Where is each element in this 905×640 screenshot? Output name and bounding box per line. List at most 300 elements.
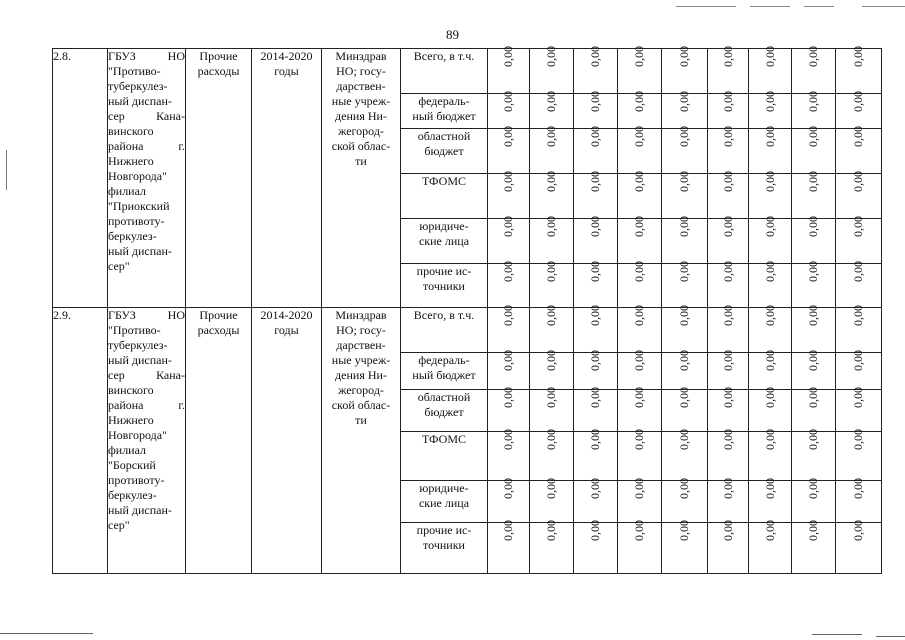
institution-name-line: "Противо-	[108, 323, 161, 337]
amount-cell	[530, 171, 574, 219]
amount-cell	[792, 478, 836, 523]
amount-cell	[488, 126, 530, 174]
amount-value: 0,00	[806, 216, 820, 237]
amount-value: 0,00	[762, 216, 777, 237]
funding-source-line: Всего, в т.ч.	[413, 308, 475, 322]
funding-source	[401, 308, 488, 353]
amount-cell	[618, 126, 662, 174]
amount-cell	[749, 429, 792, 481]
amount-cell	[618, 387, 662, 432]
amount-value: 0,00	[501, 171, 515, 192]
amount-value: 0,00	[588, 478, 602, 499]
funding-source-line: областной	[417, 129, 471, 143]
amount-value: 0,00	[544, 261, 558, 282]
amount-cell	[836, 350, 882, 390]
amount-value: 0,00	[851, 350, 865, 371]
amount-value: 0,00	[806, 261, 820, 282]
amount-cell	[530, 478, 574, 523]
row-number: 2.9.	[53, 308, 108, 574]
institution-name-line: туберкулез-	[108, 338, 168, 352]
amount-cell	[662, 520, 708, 574]
expense-type-line: Прочие	[199, 308, 238, 322]
amount-value: 0,00	[720, 216, 735, 237]
funding-source-line: ный бюджет	[412, 109, 476, 123]
amount-value: 0,00	[501, 305, 515, 326]
table-row	[53, 49, 882, 94]
institution-name-line: ный диспан-	[108, 244, 172, 258]
amount-value: 0,00	[720, 46, 735, 67]
amount-cell	[662, 478, 708, 523]
executor-line: дения Ни-	[335, 109, 387, 123]
amount-cell	[662, 305, 708, 353]
amount-cell	[708, 387, 749, 432]
expense-type	[186, 308, 252, 574]
funding-source-line: прочие ис-	[416, 523, 472, 537]
amount-cell	[836, 216, 882, 264]
amount-cell	[662, 171, 708, 219]
amount-cell	[530, 126, 574, 174]
amount-cell	[708, 126, 749, 174]
amount-cell	[574, 46, 618, 94]
amount-value: 0,00	[632, 91, 646, 112]
institution-name-line: противоту-	[108, 473, 165, 487]
amount-value: 0,00	[588, 171, 602, 192]
expense-type-line: расходы	[197, 64, 240, 78]
period-line: годы	[274, 64, 299, 78]
amount-cell	[530, 429, 574, 481]
table-row	[53, 308, 882, 353]
amount-cell	[574, 126, 618, 174]
amount-value: 0,00	[806, 126, 820, 147]
amount-value: 0,00	[544, 216, 558, 237]
amount-cell	[618, 216, 662, 264]
amount-cell	[749, 478, 792, 523]
amount-value: 0,00	[677, 478, 691, 499]
amount-value: 0,00	[588, 91, 602, 112]
amount-cell	[574, 520, 618, 574]
amount-value: 0,00	[720, 478, 735, 499]
executor-line: дения Ни-	[335, 368, 387, 382]
institution-name-line: сер"	[108, 259, 130, 273]
amount-value: 0,00	[588, 261, 602, 282]
amount-value: 0,00	[544, 46, 558, 67]
amount-value: 0,00	[806, 387, 820, 408]
amount-value: 0,00	[720, 91, 735, 112]
amount-value: 0,00	[677, 171, 691, 192]
amount-value: 0,00	[806, 171, 820, 192]
institution-name-line: винского	[108, 383, 154, 397]
amount-value: 0,00	[501, 387, 515, 408]
amount-cell	[574, 91, 618, 129]
institution-name-line: филиал	[108, 443, 147, 457]
executor-line: НО; госу-	[336, 323, 386, 337]
amount-value: 0,00	[720, 261, 735, 282]
amount-cell	[749, 46, 792, 94]
amount-value: 0,00	[632, 478, 646, 499]
institution-name-line: туберкулез-	[108, 79, 168, 93]
amount-cell	[749, 91, 792, 129]
executor-line: ные учреж-	[331, 353, 391, 367]
amount-cell	[530, 387, 574, 432]
amount-cell	[792, 305, 836, 353]
period-line: годы	[274, 323, 299, 337]
amount-cell	[792, 261, 836, 308]
period-line: 2014-2020	[260, 308, 313, 322]
funding-source	[401, 49, 488, 94]
funding-source-line: ские лица	[418, 234, 470, 248]
amount-value: 0,00	[632, 520, 646, 541]
funding-source	[401, 432, 488, 481]
amount-cell	[662, 387, 708, 432]
amount-cell	[749, 305, 792, 353]
amount-cell	[749, 261, 792, 308]
amount-value: 0,00	[677, 520, 691, 541]
institution-name-line: противоту-	[108, 214, 165, 228]
amount-cell	[488, 478, 530, 523]
amount-cell	[708, 261, 749, 308]
amount-value: 0,00	[851, 46, 865, 67]
amount-value: 0,00	[720, 126, 735, 147]
amount-cell	[530, 305, 574, 353]
amount-cell	[662, 46, 708, 94]
institution-name-line: Новгорода"	[108, 169, 167, 183]
executor-line: дарствен-	[336, 338, 386, 352]
amount-cell	[662, 429, 708, 481]
executor-line: жегород-	[338, 383, 384, 397]
amount-cell	[792, 350, 836, 390]
amount-cell	[662, 216, 708, 264]
institution-name-line: беркулез-	[108, 488, 157, 502]
amount-cell	[488, 350, 530, 390]
amount-value: 0,00	[588, 305, 602, 326]
amount-value: 0,00	[806, 478, 820, 499]
amount-cell	[618, 171, 662, 219]
amount-value: 0,00	[762, 478, 777, 499]
amount-cell	[708, 478, 749, 523]
amount-value: 0,00	[677, 305, 691, 326]
amount-value: 0,00	[762, 350, 777, 371]
amount-value: 0,00	[544, 305, 558, 326]
amount-cell	[792, 126, 836, 174]
institution-name-line: ный диспан-	[108, 353, 172, 367]
funding-source	[401, 353, 488, 390]
institution-name-line: района г.	[108, 139, 185, 153]
amount-cell	[708, 91, 749, 129]
amount-cell	[708, 520, 749, 574]
executor-line: НО; госу-	[336, 64, 386, 78]
amount-value: 0,00	[501, 429, 515, 450]
funding-source-line: точники	[423, 538, 465, 552]
amount-value: 0,00	[851, 126, 865, 147]
amount-value: 0,00	[588, 429, 602, 450]
amount-cell	[574, 216, 618, 264]
amount-value: 0,00	[588, 46, 602, 67]
amount-value: 0,00	[762, 91, 777, 112]
amount-value: 0,00	[632, 261, 646, 282]
amount-cell	[618, 429, 662, 481]
institution-name-line: ный диспан-	[108, 503, 172, 517]
amount-cell	[836, 305, 882, 353]
amount-value: 0,00	[851, 261, 865, 282]
amount-cell	[708, 171, 749, 219]
amount-value: 0,00	[762, 126, 777, 147]
amount-cell	[530, 46, 574, 94]
amount-cell	[708, 305, 749, 353]
amount-cell	[749, 520, 792, 574]
amount-value: 0,00	[720, 350, 735, 371]
amount-value: 0,00	[720, 171, 735, 192]
funding-source-line: бюджет	[424, 405, 464, 419]
amount-value: 0,00	[677, 91, 691, 112]
executor-line: Минздрав	[335, 308, 387, 322]
amount-value: 0,00	[806, 520, 820, 541]
amount-cell	[662, 91, 708, 129]
amount-value: 0,00	[851, 305, 865, 326]
page-number: 89	[446, 27, 459, 42]
budget-table	[52, 48, 882, 574]
executor-line: Минздрав	[335, 49, 387, 63]
amount-value: 0,00	[851, 520, 865, 541]
amount-cell	[488, 261, 530, 308]
amount-value: 0,00	[677, 261, 691, 282]
institution-name-line: "Противо-	[108, 64, 161, 78]
period	[252, 308, 322, 574]
amount-cell	[662, 261, 708, 308]
institution-name-line: филиал	[108, 184, 147, 198]
amount-value: 0,00	[588, 520, 602, 541]
amount-value: 0,00	[762, 46, 777, 67]
amount-cell	[488, 387, 530, 432]
amount-cell	[708, 350, 749, 390]
amount-cell	[662, 350, 708, 390]
amount-value: 0,00	[544, 478, 558, 499]
amount-value: 0,00	[632, 46, 646, 67]
scan-artifact-top	[676, 6, 905, 7]
amount-cell	[792, 216, 836, 264]
funding-source-line: ТФОМС	[421, 174, 467, 188]
amount-value: 0,00	[501, 216, 515, 237]
amount-value: 0,00	[762, 305, 777, 326]
funding-source	[401, 390, 488, 432]
institution-name-line: Нижнего	[108, 413, 154, 427]
amount-cell	[749, 126, 792, 174]
amount-cell	[792, 387, 836, 432]
amount-cell	[618, 46, 662, 94]
amount-value: 0,00	[632, 305, 646, 326]
amount-value: 0,00	[677, 46, 691, 67]
amount-cell	[836, 171, 882, 219]
amount-cell	[488, 520, 530, 574]
funding-source-line: бюджет	[424, 144, 464, 158]
amount-value: 0,00	[762, 171, 777, 192]
amount-value: 0,00	[851, 91, 865, 112]
amount-value: 0,00	[501, 126, 515, 147]
amount-value: 0,00	[544, 126, 558, 147]
amount-value: 0,00	[720, 305, 735, 326]
institution-name-line: Новгорода"	[108, 428, 167, 442]
institution-name	[108, 49, 186, 308]
amount-value: 0,00	[632, 171, 646, 192]
amount-cell	[574, 261, 618, 308]
amount-value: 0,00	[501, 261, 515, 282]
funding-source	[401, 94, 488, 129]
amount-value: 0,00	[632, 350, 646, 371]
executor-line: ской облас-	[331, 139, 391, 153]
amount-cell	[530, 91, 574, 129]
amount-cell	[792, 46, 836, 94]
institution-name-line: сер Кана-	[108, 368, 185, 382]
amount-cell	[574, 171, 618, 219]
amount-cell	[574, 478, 618, 523]
amount-cell	[792, 520, 836, 574]
amount-value: 0,00	[588, 350, 602, 371]
amount-value: 0,00	[544, 350, 558, 371]
amount-value: 0,00	[762, 520, 777, 541]
amount-value: 0,00	[677, 126, 691, 147]
amount-cell	[749, 387, 792, 432]
amount-value: 0,00	[677, 429, 691, 450]
amount-cell	[792, 429, 836, 481]
amount-cell	[488, 216, 530, 264]
amount-cell	[749, 216, 792, 264]
amount-cell	[488, 305, 530, 353]
amount-cell	[708, 46, 749, 94]
funding-source-line: ный бюджет	[412, 368, 476, 382]
amount-value: 0,00	[544, 429, 558, 450]
amount-cell	[574, 387, 618, 432]
executor-line: ти	[355, 154, 367, 168]
funding-source-line: федераль-	[418, 353, 470, 367]
amount-cell	[530, 520, 574, 574]
funding-source	[401, 264, 488, 308]
amount-cell	[836, 46, 882, 94]
funding-source-line: ские лица	[418, 496, 470, 510]
institution-name-line: района г.	[108, 398, 185, 412]
amount-value: 0,00	[720, 387, 735, 408]
executor	[322, 49, 401, 308]
amount-cell	[618, 91, 662, 129]
amount-value: 0,00	[806, 429, 820, 450]
amount-cell	[530, 216, 574, 264]
institution-name	[108, 308, 186, 574]
executor-line: ской облас-	[331, 398, 391, 412]
funding-source-line: Всего, в т.ч.	[413, 49, 475, 63]
amount-value: 0,00	[544, 91, 558, 112]
amount-value: 0,00	[501, 520, 515, 541]
amount-value: 0,00	[632, 126, 646, 147]
amount-cell	[488, 91, 530, 129]
amount-value: 0,00	[762, 429, 777, 450]
funding-source	[401, 481, 488, 523]
amount-value: 0,00	[544, 387, 558, 408]
amount-value: 0,00	[677, 387, 691, 408]
amount-value: 0,00	[544, 171, 558, 192]
amount-cell	[792, 91, 836, 129]
amount-value: 0,00	[851, 216, 865, 237]
amount-cell	[662, 126, 708, 174]
amount-cell	[618, 305, 662, 353]
institution-name-line: ГБУЗ НО	[108, 49, 185, 63]
amount-value: 0,00	[762, 261, 777, 282]
amount-value: 0,00	[762, 387, 777, 408]
amount-value: 0,00	[720, 429, 735, 450]
funding-source	[401, 219, 488, 264]
amount-cell	[749, 171, 792, 219]
funding-source	[401, 174, 488, 219]
expense-type-line: Прочие	[199, 49, 238, 63]
amount-cell	[618, 520, 662, 574]
institution-name-line: ГБУЗ НО	[108, 308, 185, 322]
funding-source-line: точники	[423, 279, 465, 293]
amount-cell	[574, 305, 618, 353]
institution-name-line: ный диспан-	[108, 94, 172, 108]
expense-type	[186, 49, 252, 308]
amount-value: 0,00	[632, 429, 646, 450]
expense-type-line: расходы	[197, 323, 240, 337]
amount-cell	[574, 429, 618, 481]
amount-cell	[836, 261, 882, 308]
institution-name-line: сер"	[108, 518, 130, 532]
amount-cell	[618, 478, 662, 523]
executor-line: дарствен-	[336, 79, 386, 93]
amount-value: 0,00	[851, 429, 865, 450]
executor-line: ные учреж-	[331, 94, 391, 108]
funding-source-line: прочие ис-	[416, 264, 472, 278]
amount-cell	[618, 350, 662, 390]
amount-cell	[836, 520, 882, 574]
funding-source-line: федераль-	[418, 94, 470, 108]
funding-source-line: юридиче-	[419, 481, 469, 495]
amount-cell	[708, 429, 749, 481]
executor-line: ти	[355, 413, 367, 427]
amount-value: 0,00	[677, 216, 691, 237]
amount-value: 0,00	[632, 387, 646, 408]
period-line: 2014-2020	[260, 49, 313, 63]
amount-cell	[488, 46, 530, 94]
institution-name-line: "Борский	[108, 458, 156, 472]
scan-artifact-left	[6, 150, 7, 190]
amount-value: 0,00	[588, 216, 602, 237]
executor	[322, 308, 401, 574]
amount-cell	[574, 350, 618, 390]
funding-source	[401, 523, 488, 574]
amount-value: 0,00	[806, 350, 820, 371]
amount-value: 0,00	[851, 171, 865, 192]
amount-value: 0,00	[501, 91, 515, 112]
amount-value: 0,00	[632, 216, 646, 237]
amount-cell	[836, 91, 882, 129]
amount-cell	[530, 261, 574, 308]
amount-cell	[836, 387, 882, 432]
amount-cell	[836, 126, 882, 174]
institution-name-line: "Приокский	[108, 199, 170, 213]
amount-value: 0,00	[501, 478, 515, 499]
amount-cell	[530, 350, 574, 390]
funding-source-line: ТФОМС	[421, 432, 467, 446]
amount-value: 0,00	[851, 387, 865, 408]
amount-cell	[488, 429, 530, 481]
amount-value: 0,00	[501, 46, 515, 67]
institution-name-line: беркулез-	[108, 229, 157, 243]
amount-value: 0,00	[720, 520, 735, 541]
period	[252, 49, 322, 308]
amount-value: 0,00	[806, 91, 820, 112]
funding-source	[401, 129, 488, 174]
amount-cell	[708, 216, 749, 264]
amount-cell	[749, 350, 792, 390]
funding-source-line: юридиче-	[419, 219, 469, 233]
amount-value: 0,00	[851, 478, 865, 499]
